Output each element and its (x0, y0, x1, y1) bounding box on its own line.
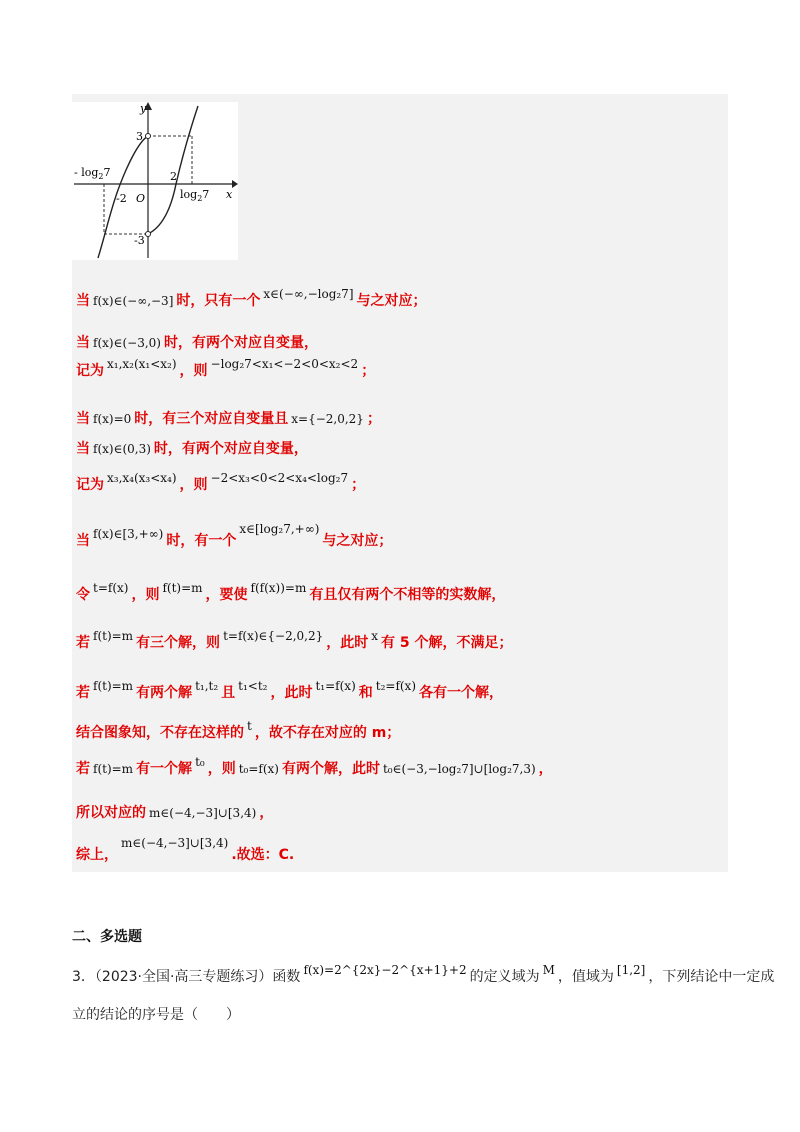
question-line-1: 3．（2023·全国·高三专题练习）函数 f(x)=2^{2x}−2^{x+1}+2 的定义域为 M ，值域为 [1,2] ，下列结论中一定成 (72, 963, 775, 985)
solution-line-11: 结合图象知，不存在这样的 t ，故不存在对应的 m； (76, 719, 401, 741)
solution-line-6: 记为 x₃,x₄(x₃<x₄) ，则 −2<x₃<0<2<x₄<log₂7 ； (76, 471, 366, 493)
solution-line-8: 令 t=f(x) ，则 f(t)=m ，要使 f(f(x))=m 有且仅有两个不相等的实数解， (76, 581, 506, 603)
tick-label-3: 3 (136, 130, 143, 143)
tick-label-neglog7: - $\log_27$ (74, 166, 111, 181)
solution-line-2: 当 f(x)∈(−3,0) 时，有两个对应自变量， (76, 335, 318, 351)
solution-line-5: 当 f(x)∈(0,3) 时，有两个对应自变量， (76, 441, 308, 457)
x-axis-arrow (232, 180, 238, 188)
open-point-3 (146, 134, 151, 139)
question-line-2: 立的结论的序号是（ ） (72, 1007, 240, 1023)
solution-line-10: 若 f(t)=m 有两个解 t₁,t₂ 且 t₁<t₂ ，此时 t₁=f(x) 和 t₂=f(x) 各有一个解， (76, 679, 504, 701)
function-graph (72, 102, 238, 260)
solution-line-3: 记为 x₁,x₂(x₁<x₂) ，则 −log₂7<x₁<−2<0<x₂<2 ； (76, 357, 376, 379)
solution-panel (72, 94, 728, 872)
solution-line-12: 若 f(t)=m 有一个解 t₀ ，则 t₀=f(x) 有两个解，此时 t₀∈(−3,−log₂7]∪[log₂7,3) ， (76, 755, 553, 777)
x-label: x (226, 188, 233, 201)
solution-line-4: 当 f(x)=0 时，有三个对应自变量且 x={−2,0,2} ； (76, 411, 381, 427)
tick-label-log7: $\log_27$ (180, 188, 210, 203)
graph-svg (72, 102, 238, 260)
solution-line-1: 当 f(x)∈(−∞,−3] 时，只有一个 x∈(−∞,−log₂7] 与之对应； (76, 287, 427, 309)
solution-line-14: 综上，m∈(−4,−3]∪[3,4).故选：C. (76, 836, 295, 863)
solution-line-7: 当 f(x)∈[3,+∞) 时，有一个x∈[log₂7,+∞)与之对应； (76, 522, 393, 549)
tick-label-neg3: -3 (134, 234, 145, 247)
open-point-neg3 (146, 232, 151, 237)
solution-line-9: 若 f(t)=m 有三个解，则 t=f(x)∈{−2,0,2} ，此时 x 有 5 个解，不满足； (76, 629, 513, 651)
tick-label-2: 2 (170, 170, 177, 183)
solution-line-13: 所以对应的 m∈(−4,−3]∪[3,4) ， (76, 805, 274, 821)
section-title: 二、多选题 (72, 929, 142, 945)
origin-label: O (136, 192, 146, 205)
tick-label-neg2: -2 (116, 192, 127, 205)
y-label: y (140, 102, 147, 115)
